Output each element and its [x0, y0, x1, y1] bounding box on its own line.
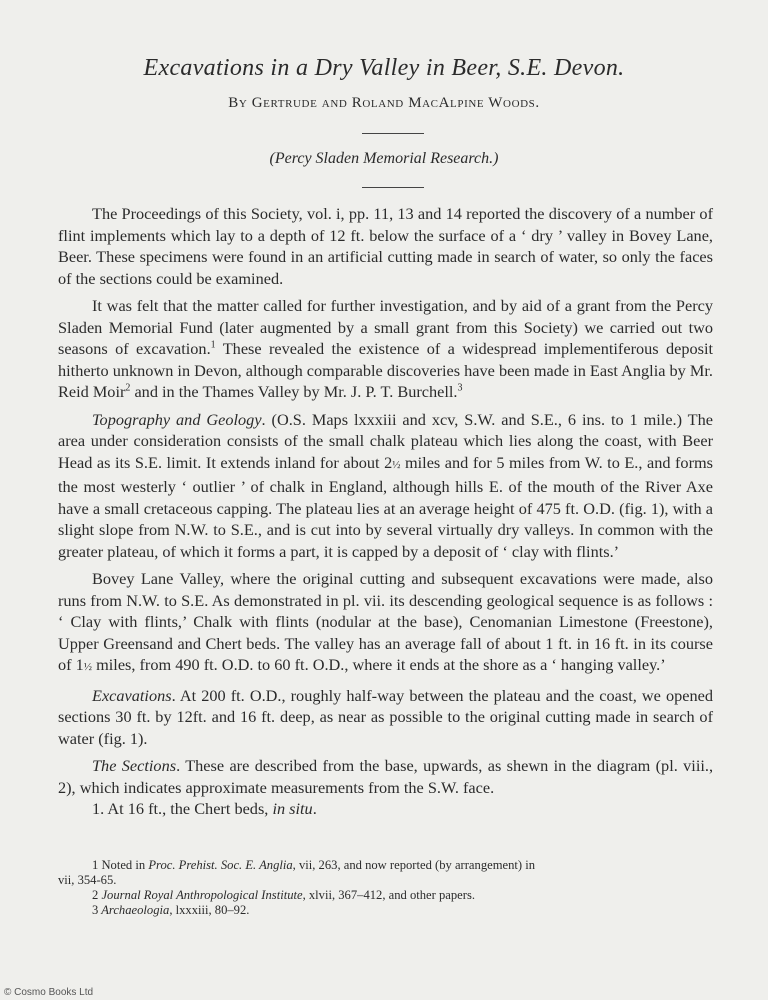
- footnote-number: 1: [92, 858, 99, 872]
- fraction: ½: [83, 661, 93, 673]
- section-heading: Topography and Geology: [92, 409, 262, 429]
- footnote-3: [58, 903, 723, 918]
- footnote-number: 3: [92, 903, 99, 917]
- footnote-italic: Proc. Prehist. Soc. E. Anglia: [148, 858, 293, 872]
- footnote-text: Noted in: [98, 858, 149, 872]
- paragraph-text: The Proceedings of this Society, vol. i, pp. 11, 13 and 14 reported the discovery of a number of flint implements which lay to a depth of 12 ft. below the surface of a ‘ dry ’ valley in Bovey Lane, Beer. These specimens were found in an artificial cutting made in search of water, so only the faces of the sections could be examined.: [58, 204, 713, 288]
- paragraph-intro: [58, 203, 713, 289]
- footnote-ref: 1: [210, 339, 216, 351]
- section-heading: Excavations: [92, 685, 172, 705]
- author-byline: By Gertrude and Roland MacAlpine Woods.: [228, 95, 540, 111]
- paragraph-valley: [58, 568, 713, 679]
- footnotes: [58, 858, 723, 918]
- paragraph-text: miles, from 490 ft. O.D. to 60 ft. O.D., where it ends at the shore as a ‘ hanging valley.’: [92, 655, 666, 674]
- paragraph-excavations: [58, 685, 713, 750]
- paragraph-text: . (O.S. Maps lxxxiii and xcv, S.W. and S.E., 6 ins. to 1 mile.) The area under consideration consists of the small chalk plateau which lies along the coast, with Beer Head as its S.E. limit. It extends inland for about 2: [58, 409, 713, 472]
- footnote-italic: Journal Royal Anthropological Institute: [98, 888, 303, 902]
- paragraph-text: . These are described from the base, upwards, as shewn in the diagram (pl. viii., 2), which indicates approximate measurements from the S.W. face.: [58, 756, 714, 797]
- paragraph-text: It was felt that the matter called for further investigation, and by aid of a grant from the Percy Sladen Memorial Fund (later augmented by a small grant from this Society) we carried out two seasons of excavation.: [58, 296, 713, 358]
- footnote-text: , xlvii, 367–412, and other papers.: [302, 888, 476, 902]
- fraction: ½: [392, 458, 401, 471]
- footnote-ref: 2: [125, 382, 131, 394]
- paragraph-text: .: [312, 799, 317, 818]
- footnote-1: [58, 858, 723, 873]
- paragraph-text: . At 200 ft. O.D., roughly half-way between the plateau and the coast, we opened sections 30 ft. by 12ft. and 16 ft. deep, as near as possible to the original cutting made in search of water (fig. 1).: [58, 685, 713, 748]
- paragraph-text: Bovey Lane Valley, where the original cutting and subsequent excavations were made, also runs from N.W. to S.E. As demonstrated in pl. vii. its descending geological sequence is as follows : ‘ Clay with flints,’ Chalk with flints (nodular at the base), Cenomanian Limestone (Freestone), Upper Greensand and Chert beds. The valley has an average fall of about 1 ft. in 16 ft. in its course of 1: [58, 569, 713, 674]
- copyright-watermark: © Cosmo Books Ltd: [4, 987, 94, 998]
- divider-rule: [362, 187, 424, 188]
- italic-text: in situ: [272, 799, 313, 818]
- footnote-ref: 3: [457, 382, 463, 394]
- paragraph-sections: [58, 755, 713, 798]
- article-subtitle: (Percy Sladen Memorial Research.): [269, 150, 499, 167]
- footnote-number: 2: [92, 888, 99, 902]
- paragraph-text: These revealed the existence of a widespread implementiferous deposit hitherto unknown in Devon, although comparable discoveries have been made in East Anglia by Mr. Reid Moir: [58, 339, 714, 401]
- footnote-1-continued: vii, 354-65.: [58, 873, 117, 887]
- footnote-text: , lxxxiii, 80–92.: [169, 903, 250, 917]
- footnote-text: , vii, 263, and now reported (by arrangement) in: [292, 858, 536, 872]
- paragraph-text: and in the Thames Valley by Mr. J. P. T. Burchell.: [130, 382, 458, 401]
- paragraph-topography: [58, 409, 713, 563]
- paragraph-investigation: [58, 295, 713, 403]
- divider-rule: [362, 133, 424, 134]
- paragraph-item-1: [58, 798, 713, 820]
- paragraph-text: 1. At 16 ft., the Chert beds,: [92, 799, 273, 818]
- paragraph-text: miles and for 5 miles from W. to E., and forms the most westerly ‘ outlier ’ of chalk in England, although hills E. of the mouth of the River Axe have a small cretaceous capping. The plateau lies at an average height of 475 ft. O.D. (fig. 1), with a slight slope from N.W. to S.E., and is cut into by several virtually dry valleys. In common with the greater plateau, of which it forms a part, it is capped by a deposit of ‘ clay with flints.’: [58, 452, 713, 561]
- footnote-italic: Archaeologia: [98, 903, 170, 917]
- section-heading: The Sections: [92, 756, 177, 775]
- footnote-2: [58, 888, 723, 903]
- article-title: Excavations in a Dry Valley in Beer, S.E. Devon.: [143, 55, 625, 81]
- article-body: [58, 203, 713, 826]
